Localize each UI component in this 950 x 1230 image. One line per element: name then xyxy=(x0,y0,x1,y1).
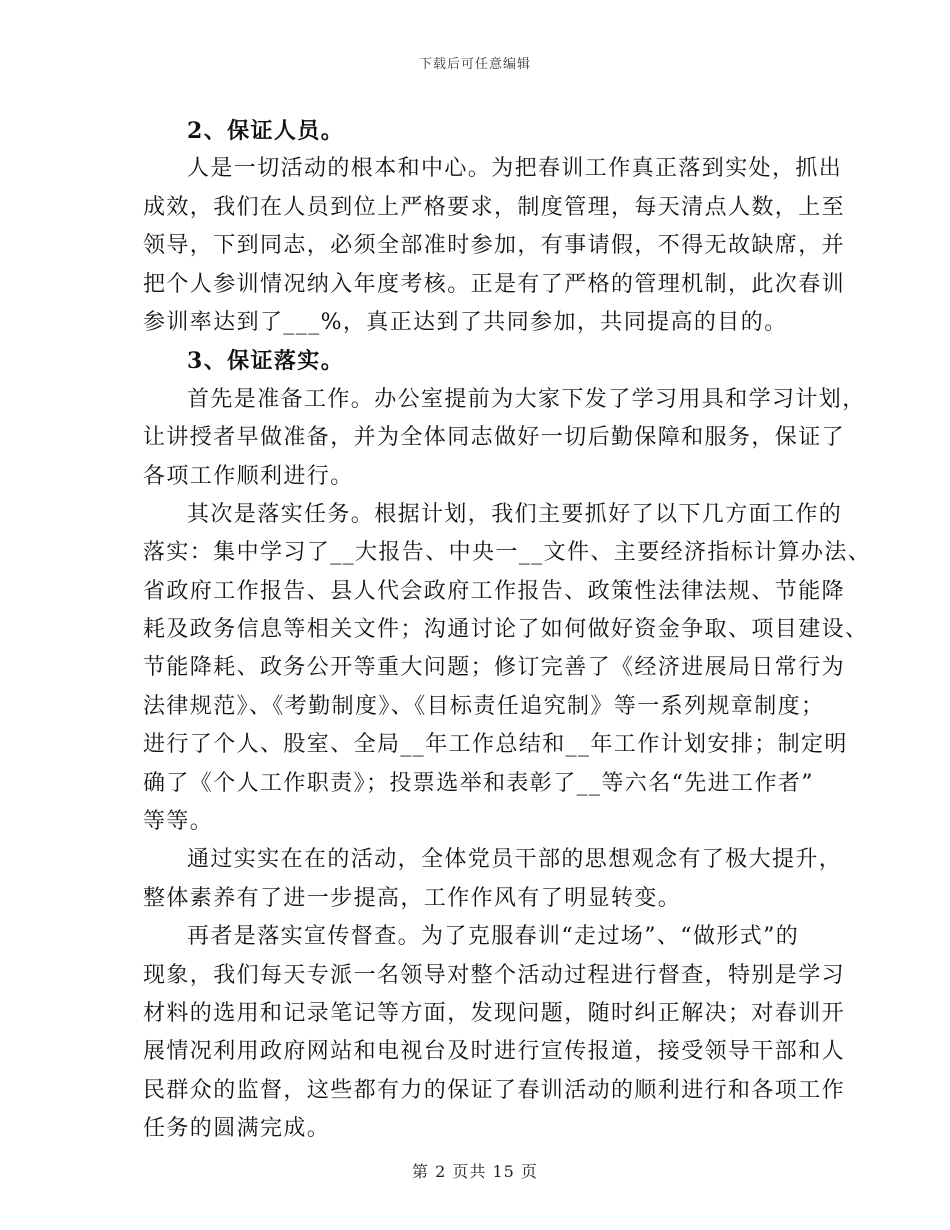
paragraph-line: 落实：集中学习了__大报告、中央一__文件、主要经济指标计算办法、 xyxy=(143,540,872,566)
paragraph-line: 成效，我们在人员到位上严格要求，制度管理，每天清点人数，上至 xyxy=(143,194,846,220)
paragraph-line: 任务的圆满完成。 xyxy=(143,1116,331,1142)
paragraph-line: 确了《个人工作职责》；投票选举和表彰了__等六名“先进工作者” xyxy=(143,770,814,796)
document-body xyxy=(143,112,872,1149)
paragraph-line: 节能降耗、政务公开等重大问题；修订完善了《经济进展局日常行为 xyxy=(143,655,846,681)
page-header: 下载后可任意编辑 xyxy=(418,57,531,72)
paragraph-line: 进行了个人、股室、全局__年工作总结和__年工作计划安排；制定明 xyxy=(143,732,848,758)
paragraph-line: 民群众的监督，这些都有力的保证了春训活动的顺利进行和各项工作 xyxy=(143,1077,846,1103)
paragraph-line: 展情况利用政府网站和电视台及时进行宣传报道，接受领导干部和人 xyxy=(143,1039,846,1065)
section-heading: 3、保证落实。 xyxy=(187,348,345,375)
paragraph-line: 把个人参训情况纳入年度考核。正是有了严格的管理机制，此次春训 xyxy=(143,271,846,297)
paragraph-line: 首先是准备工作。办公室提前为大家下发了学习用具和学习计划， xyxy=(187,386,866,412)
paragraph-line: 再者是落实宣传督查。为了克服春训“走过场”、“做形式”的 xyxy=(187,924,800,950)
paragraph-line: 材料的选用和记录笔记等方面，发现问题，随时纠正解决；对春训开 xyxy=(143,1000,846,1026)
paragraph-line: 通过实实在在的活动，全体党员干部的思想观念有了极大提升， xyxy=(187,847,843,873)
paragraph-line: 其次是落实任务。根据计划，我们主要抓好了以下几方面工作的 xyxy=(187,501,843,527)
paragraph-line: 省政府工作报告、县人代会政府工作报告、政策性法律法规、节能降 xyxy=(143,578,846,604)
section-heading: 2、保证人员。 xyxy=(187,118,345,144)
paragraph-line: 法律规范》、《考勤制度》、《目标责任追究制》等一系列规章制度； xyxy=(143,693,825,719)
paragraph-line: 各项工作顺利进行。 xyxy=(143,463,354,489)
paragraph-line: 参训率达到了___%，真正达到了共同参加，共同提高的目的。 xyxy=(143,309,788,335)
paragraph-line: 现象，我们每天专派一名领导对整个活动过程进行督查，特别是学习 xyxy=(143,962,846,988)
paragraph-line: 等等。 xyxy=(143,809,214,835)
paragraph-line: 人是一切活动的根本和中心。为把春训工作真正落到实处，抓出 xyxy=(187,156,843,182)
paragraph-line: 领导，下到同志，必须全部准时参加，有事请假，不得无故缺席，并 xyxy=(143,233,846,259)
paragraph-line: 让讲授者早做准备，并为全体同志做好一切后勤保障和服务，保证了 xyxy=(143,425,846,451)
page-footer: 第 2 页共 15 页 xyxy=(412,1162,538,1181)
paragraph-line: 整体素养有了进一步提高，工作作风有了明显转变。 xyxy=(143,885,682,911)
paragraph-line: 耗及政务信息等相关文件；沟通讨论了如何做好资金争取、项目建设、 xyxy=(143,617,869,643)
